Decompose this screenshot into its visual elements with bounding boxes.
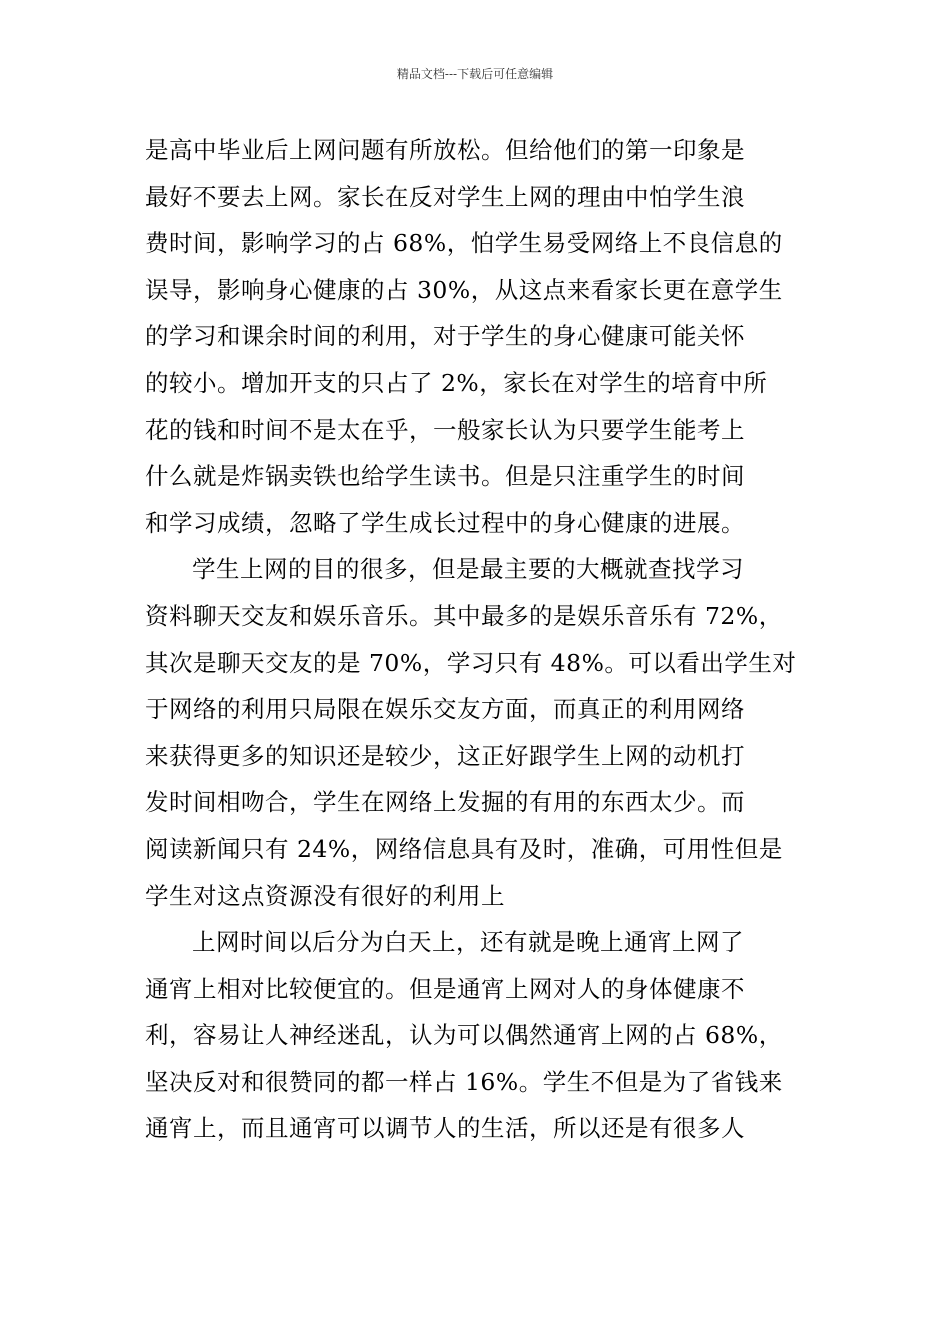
text-line: 其次是聊天交友的是 70%，学习只有 48%。可以看出学生对 <box>145 648 797 677</box>
text-line: 来获得更多的知识还是较少，这正好跟学生上网的动机打 <box>145 741 745 770</box>
text-line: 发时间相吻合，学生在网络上发掘的有用的东西太少。而 <box>145 788 745 817</box>
text-line: 通宵上，而且通宵可以调节人的生活，所以还是有很多人 <box>145 1114 745 1143</box>
text-line: 坚决反对和很赞同的都一样占 16%。学生不但是为了省钱来 <box>145 1067 783 1096</box>
page-header: 精品文档---下载后可任意编辑 <box>396 67 554 81</box>
text-line: 通宵上相对比较便宜的。但是通宵上网对人的身体健康不 <box>145 974 745 1003</box>
text-line: 的较小。增加开支的只占了 2%，家长在对学生的培育中所 <box>145 368 768 397</box>
text-line: 学生对这点资源没有很好的利用上 <box>145 881 505 910</box>
text-line: 资料聊天交友和娱乐音乐。其中最多的是娱乐音乐有 72%， <box>145 601 783 630</box>
text-line: 阅读新闻只有 24%，网络信息具有及时，准确，可用性但是 <box>145 834 783 863</box>
text-line: 什么就是炸锅卖铁也给学生读书。但是只注重学生的时间 <box>145 462 745 491</box>
text-line: 误导，影响身心健康的占 30%，从这点来看家长更在意学生 <box>145 275 783 304</box>
paragraph-start-line: 学生上网的目的很多，但是最主要的大概就查找学习 <box>192 555 744 584</box>
text-line: 利，容易让人神经迷乱，认为可以偶然通宵上网的占 68%， <box>145 1021 783 1050</box>
text-line: 和学习成绩，忽略了学生成长过程中的身心健康的进展。 <box>145 508 745 537</box>
text-line: 费时间，影响学习的占 68%，怕学生易受网络上不良信息的 <box>145 229 783 258</box>
text-line: 是高中毕业后上网问题有所放松。但给他们的第一印象是 <box>145 136 745 164</box>
text-line: 最好不要去上网。家长在反对学生上网的理由中怕学生浪 <box>145 182 745 211</box>
document-body <box>145 127 805 1152</box>
text-line: 的学习和课余时间的利用，对于学生的身心健康可能关怀 <box>145 322 745 351</box>
text-line: 于网络的利用只局限在娱乐交友方面，而真正的利用网络 <box>145 695 745 724</box>
text-line: 花的钱和时间不是太在乎，一般家长认为只要学生能考上 <box>145 415 745 444</box>
paragraph-start-line: 上网时间以后分为白天上，还有就是晚上通宵上网了 <box>192 928 744 957</box>
